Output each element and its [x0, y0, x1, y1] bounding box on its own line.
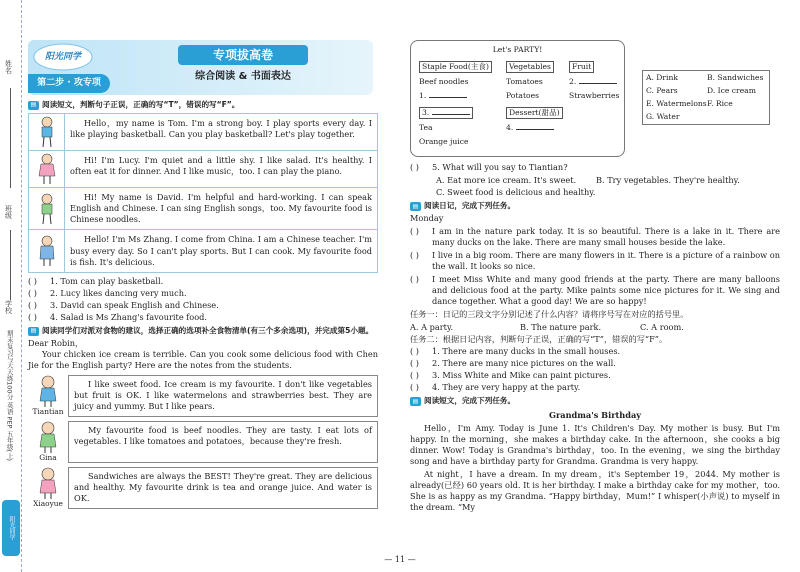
- task2-question: ( ) 3. Miss White and Mike can paint pictures.: [410, 370, 611, 381]
- brand-tag: 阳光同学: [2, 500, 20, 556]
- section-4-header: ▤ 阅读短文，完成下列任务。: [410, 396, 780, 406]
- staple-food-label: Staple Food(主食): [419, 61, 492, 73]
- tea-item: Tea: [419, 123, 433, 132]
- task2-question: ( ) 1. There are many ducks in the small houses.: [410, 346, 621, 357]
- note-tiantian: [28, 375, 378, 417]
- girl-figure-icon: [36, 421, 60, 453]
- task-1-instruction: 任务一：日记的三段文字分别记述了什么内容？请将序号写在对应的括号里。: [410, 308, 689, 319]
- question-line: ( ) 2. Lucy likes dancing very much.: [28, 287, 187, 298]
- boy-figure-icon: [29, 188, 65, 229]
- section-1-header: ▤ 阅读短文，判断句子正误，正确的写“T”，错误的写“F”。: [28, 100, 378, 110]
- binding-sidebar: [0, 0, 22, 572]
- page-number: — 11 —: [384, 555, 416, 564]
- blank-1: 1.: [419, 91, 467, 101]
- strawberries-item: Strawberries: [569, 91, 620, 100]
- book-title: 期末复习与天天练100分 英语 PEP 五年级(上): [5, 330, 14, 462]
- option-a: A. Drink: [646, 73, 678, 82]
- note-xiaoyue: [28, 467, 378, 509]
- page-title: 专项拔高卷: [178, 45, 308, 65]
- person-text: Hi! My name is David. I'm helpful and hard-working. I can speak English and Chinese. I can sing English songs，too. My favourite food is Chinese noodles.: [70, 192, 372, 225]
- section-1-questions: [28, 276, 378, 323]
- blank-2: 2.: [569, 77, 617, 87]
- girl-figure-icon: [36, 467, 60, 499]
- boy-figure-icon: [29, 114, 65, 150]
- option-c: C. Pears: [646, 86, 678, 95]
- student-name: Xiaoyue: [33, 499, 63, 509]
- letter-intro: Your chicken ice cream is terrible. Can you cook some delicious food with Chen Jie for the English party? Here are the notes from the students.: [28, 349, 378, 371]
- question-line: ( ) 4. Salad is Ms Zhang's favourite food.: [28, 311, 208, 322]
- school-label: 学校: [4, 300, 13, 314]
- tomatoes-item: Tomatoes: [506, 77, 543, 86]
- task1-option-a: A. A party.: [410, 322, 454, 332]
- option-d: D. Ice cream: [707, 86, 756, 95]
- person-row-lucy: [28, 151, 378, 188]
- beef-noodles-item: Beef noodles: [419, 77, 469, 86]
- party-title: Let's PARTY!: [492, 45, 543, 54]
- page-subtitle: 综合阅读 & 书面表达: [195, 71, 291, 82]
- header-banner: [28, 40, 373, 95]
- note-gina: [28, 421, 378, 463]
- fruit-label: Fruit: [569, 61, 594, 73]
- section-book-icon: ▤: [28, 101, 39, 110]
- section-book-icon: ▤: [28, 327, 39, 336]
- note-text: My favourite food is beef noodles. They are tasty. I eat lots of vegetables. I like tomatoes and potatoes，because they're fresh.: [68, 421, 378, 463]
- story-title: Grandma's Birthday: [548, 409, 642, 420]
- student-name: Tiantian: [32, 407, 64, 417]
- task1-option-b: B. The nature park.: [520, 322, 602, 332]
- student-name: Gina: [39, 453, 57, 463]
- blank-3: 3.: [419, 107, 473, 119]
- option-b: B. Sandwiches: [707, 73, 764, 82]
- section-book-icon: ▤: [410, 202, 421, 211]
- party-food-list: [410, 40, 625, 157]
- woman-figure-icon: [29, 230, 65, 271]
- story-paragraph-2: At night，I have a dream. In my dream，it's September 19，2044. My mother is already(已经) 60 years old. It is her birthday. I make a birthday cake for my mother，too. She is as happy as my Grandma. “Happy birthday，Mum!” I whisper(小声说) to myself in the dream. “My: [410, 468, 780, 513]
- diary-paragraph: ( ) I meet Miss White and many good friends at the party. There are many balloons and delicious food at the party. Mike paints some nice pictures for it. We sing and dance together. What a good day! We are so happy!: [410, 273, 780, 306]
- person-text: Hi! I'm Lucy. I'm quiet and a little shy. I like salad. It's healthy. I often eat it for dinner. And I like music，too. I can play the piano.: [70, 155, 372, 177]
- class-label: 班级: [4, 205, 13, 219]
- option-f: F. Rice: [707, 99, 733, 108]
- person-row-tom: [28, 113, 378, 151]
- q5-option-a: A. Eat more ice cream. It's sweet.: [436, 175, 577, 186]
- dessert-label: Dessert(甜品): [506, 107, 563, 119]
- option-e: E. Watermelons: [646, 99, 707, 108]
- task2-question: ( ) 4. They are very happy at the party.: [410, 382, 581, 393]
- potatoes-item: Potatoes: [506, 91, 539, 100]
- section-2-header: ▤ 阅读同学们对派对食物的建议，选择正确的选项补全食物清单(有三个多余选项)，并完成第5小题。: [28, 326, 378, 336]
- person-text: Hello，my name is Tom. I'm a strong boy. I play sports every day. I like playing basketball. Can you play basketball? Let's play together.: [70, 118, 372, 140]
- name-line: [10, 88, 11, 188]
- step-tag: 第二步 · 攻专项: [28, 74, 110, 93]
- girl-figure-icon: [36, 375, 60, 407]
- person-text: Hello! I'm Ms Zhang. I come from China. I am a Chinese teacher. I'm busy every day. So I can't play sports. But I can cook. My favourite food is fish. It's delicious.: [70, 234, 372, 267]
- question-line: ( ) 1. Tom can play basketball.: [28, 275, 164, 286]
- person-row-david: [28, 188, 378, 230]
- girl-figure-icon: [29, 151, 65, 187]
- person-row-ms-zhang: [28, 230, 378, 272]
- class-line: [10, 230, 11, 300]
- blank-4: 4.: [506, 123, 554, 133]
- letter-greeting: Dear Robin，: [28, 338, 84, 349]
- story-paragraph-1: Hello，I'm Amy. Today is June 1. It's Children's Day. My mother is busy. But I'm happy. In the morning，she makes a birthday cake. In the afternoon，she cooks a big dinner. Wow! Today is Grandma's birthday，too. In the evening，we sing the birthday song and have a birthday party for Grandma. Grandma is very happy.: [410, 422, 780, 466]
- note-text: Sandwiches are always the BEST! They're great. They are delicious and healthy. My favourite drink is tea and orange juice. And water is OK.: [68, 467, 378, 509]
- section-book-icon: ▤: [410, 397, 421, 406]
- name-label: 姓名: [4, 60, 13, 74]
- vegetables-label: Vegetables: [506, 61, 554, 73]
- persons-table: [28, 113, 378, 272]
- diary-day: Monday: [410, 213, 444, 224]
- question-5: ( ) 5. What will you say to Tiantian? A. Eat more ice cream. It's sweet. B. Try vegetables. They're healthy. C. Sweet food is delicious and healthy.: [410, 162, 780, 198]
- q5-option-b: B. Try vegetables. They're healthy.: [596, 175, 740, 186]
- task1-option-c: C. A room.: [640, 322, 684, 332]
- task2-question: ( ) 2. There are many nice pictures on the wall.: [410, 358, 616, 369]
- left-column: [28, 100, 378, 509]
- task-2-instruction: 任务二：根据日记内容，判断句子正误，正确的写“T”，错误的写“F”。: [410, 334, 668, 345]
- orange-juice-item: Orange juice: [419, 137, 469, 146]
- options-box: [642, 70, 770, 125]
- note-text: I like sweet food. Ice cream is my favourite. I don't like vegetables but fruit is OK. I like watermelons and strawberries best. They are juicy and yummy. But I like pears.: [68, 375, 378, 417]
- question-line: ( ) 3. David can speak English and Chinese.: [28, 299, 219, 310]
- q5-option-c: C. Sweet food is delicious and healthy.: [436, 187, 596, 198]
- diary-paragraph: ( ) I am in the nature park today. It is so beautiful. There is a lake in it. There are many ducks on the lake. There are many small houses beside the lake.: [410, 225, 780, 247]
- right-column: [410, 40, 780, 513]
- diary-paragraph: ( ) I live in a big room. There are many flowers in it. There is a picture of a rainbow on the wall. It looks so nice.: [410, 249, 780, 271]
- section-3-header: ▤ 阅读日记，完成下列任务。: [410, 201, 780, 211]
- logo: 阳光同学: [32, 42, 94, 72]
- option-g: G. Water: [646, 112, 680, 121]
